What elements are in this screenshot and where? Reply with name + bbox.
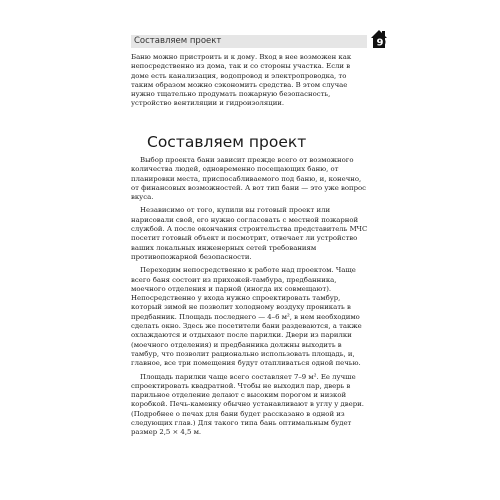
paragraph-1: Выбор проекта бани зависит прежде всего от возможного количества людей, одновременно посещающих баню, от планировки места, приспосабливаемого под баню, и, конечно, от финансовых возможностей. А вот тип бани — это уже вопрос вкуса. [131, 156, 367, 202]
paragraph-2: Независимо от того, купили вы готовый проект или нарисовали свой, его нужно согласовать с местной пожарной службой. А после окончания строительства представитель МЧС посетит готовый объект и посмотрит, отвечает ли устройство ваших локальных инженерных сетей требованиям противопожарной безопасности. [131, 206, 368, 261]
paragraph-3: Переходим непосредственно к работе над проектом. Чаще всего баня состоит из прихожей-тамбура, предбанника, моечного отделения и парной (иногда их совмещают). Непосредственно у входа нужно спроектировать тамбур, который зимой не позволит холодному воздуху проникать в предбанник. Площадь последнего — 4–6 м², в нем необходимо сделать окно. Здесь же посетители бани раздеваются, а также охлаждаются и отдыхают после парилки. Двери из парилки (моечного отделения) и предбанника должны выходить в тамбур, что позволит рационально использовать площадь, и, главное, все три помещения будут отапливаться одной печью. [131, 266, 362, 368]
intro-block [131, 53, 369, 113]
house-icon [369, 27, 393, 51]
section-heading: Составляем проект [147, 133, 307, 151]
paragraph-4: Площадь парилки чаще всего составляет 7–9 м². Ее лучше спроектировать квадратной. Чтобы не выходил пар, дверь в парильное отделение делают с высоким порогом и низкой коробкой. Печь-каменку обычно устанавливают в углу у двери. (Подробнее о печах для бани будет рассказано в одной из следующих глав.) Для такого типа бань оптимальным будет размер 2,5 × 4,5 м. [131, 372, 364, 437]
page-number: 9 [376, 37, 384, 49]
page-number-badge [369, 27, 393, 51]
main-text-block [131, 156, 369, 442]
intro-paragraph: Баню можно пристроить и к дому. Вход в нее возможен как непосредственно из дома, так и со стороны участка. Если в доме есть канализация, водопровод и электропроводка, то таким образом можно сэкономить средства. В этом случае нужно тщательно продумать пожарную безопасность, устройство вентиляции и гидроизоляции. [131, 53, 352, 108]
running-header-title: Составляем проект [134, 36, 222, 46]
